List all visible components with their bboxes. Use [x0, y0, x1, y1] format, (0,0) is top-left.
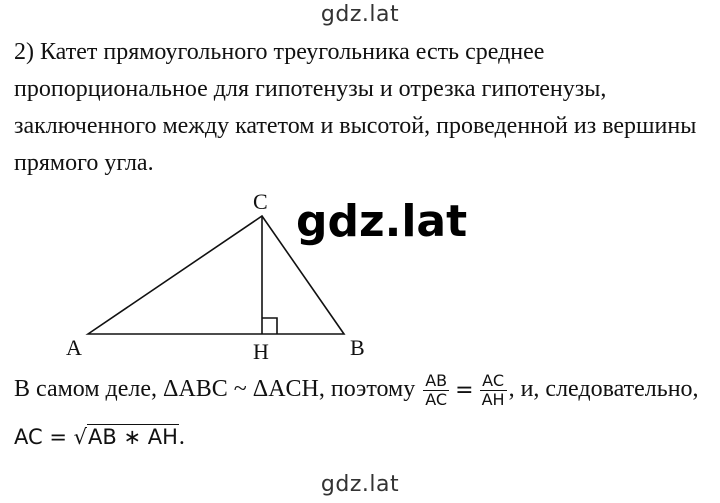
proof-line: [14, 372, 714, 409]
fraction-1-numerator: AB: [425, 371, 448, 390]
statement-line-4: прямого угла.: [14, 150, 154, 176]
point-label-h: H: [253, 339, 269, 364]
fraction-2-numerator: AC: [480, 372, 507, 391]
watermark-top: gdz.lat: [320, 2, 400, 27]
statement-line-2: пропорциональное для гипотенузы и отрезка гипотенузы,: [14, 76, 607, 102]
result-lhs: AC =: [14, 425, 74, 449]
equals-sign: =: [455, 377, 474, 403]
watermark-bottom: gdz.lat: [320, 472, 400, 497]
vertex-label-c: C: [253, 189, 268, 214]
fraction-2-denominator: AH: [481, 390, 505, 409]
fraction-1-denominator: AC: [425, 390, 448, 409]
vertex-label-a: A: [66, 335, 82, 360]
right-angle-mark: [262, 318, 277, 334]
statement-line-3: заключенного между катетом и высотой, проведенной из вершины: [14, 113, 697, 139]
result-radicand: AB ∗ AH: [88, 425, 178, 449]
fraction-ab-ac: [423, 372, 449, 409]
result-formula: [14, 424, 185, 451]
sqrt-symbol: √: [73, 425, 87, 449]
proof-intro: В самом деле, ΔABC ~ ΔACH, поэтому: [14, 376, 416, 403]
proof-outro: , и, следовательно,: [508, 376, 699, 403]
result-period: .: [178, 424, 185, 450]
fraction-ac-ah: [480, 372, 507, 409]
statement-line-1: 2) Катет прямоугольного треугольника есть среднее: [14, 39, 545, 65]
statement-paragraph: [14, 34, 714, 182]
vertex-label-b: B: [350, 335, 365, 360]
watermark-middle: gdz.lat: [296, 196, 468, 247]
